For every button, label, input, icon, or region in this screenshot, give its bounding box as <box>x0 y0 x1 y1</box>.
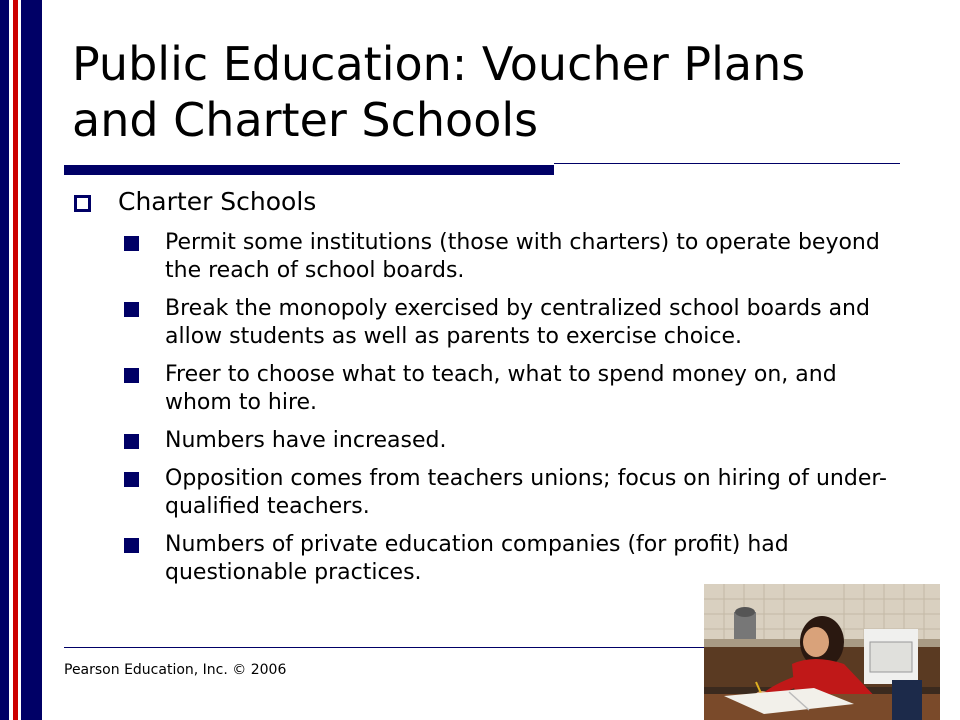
list-item <box>118 229 898 285</box>
list-item <box>118 361 898 417</box>
square-bullet-icon <box>124 434 139 449</box>
slide-title: Public Education: Voucher Plans and Charter Schools <box>72 37 806 147</box>
square-bullet-icon <box>124 538 139 553</box>
list-item-text: Break the monopoly exercised by centralized school boards and allow students as well as parents to exercise choice. <box>165 296 870 349</box>
square-bullet-icon <box>124 368 139 383</box>
list-item <box>118 427 898 455</box>
bullet-list <box>118 229 898 597</box>
list-item-text: Permit some institutions (those with charters) to operate beyond the reach of school boards. <box>165 230 880 283</box>
list-item-text: Freer to choose what to teach, what to spend money on, and whom to hire. <box>165 362 837 415</box>
list-item-text: Numbers of private education companies (for profit) had questionable practices. <box>165 532 789 585</box>
hollow-square-bullet-icon <box>74 195 91 212</box>
footer-copyright: Pearson Education, Inc. © 2006 <box>64 662 287 678</box>
list-item <box>118 531 898 587</box>
list-item <box>118 465 898 521</box>
list-item-text: Opposition comes from teachers unions; focus on hiring of under-qualified teachers. <box>165 466 887 519</box>
heading-text: Charter Schools <box>118 187 317 216</box>
photo-girl-studying-icon <box>704 584 940 720</box>
footer-divider <box>64 647 704 648</box>
list-item <box>118 295 898 351</box>
square-bullet-icon <box>124 472 139 487</box>
square-bullet-icon <box>124 236 139 251</box>
list-item-text: Numbers have increased. <box>165 428 447 453</box>
square-bullet-icon <box>124 302 139 317</box>
